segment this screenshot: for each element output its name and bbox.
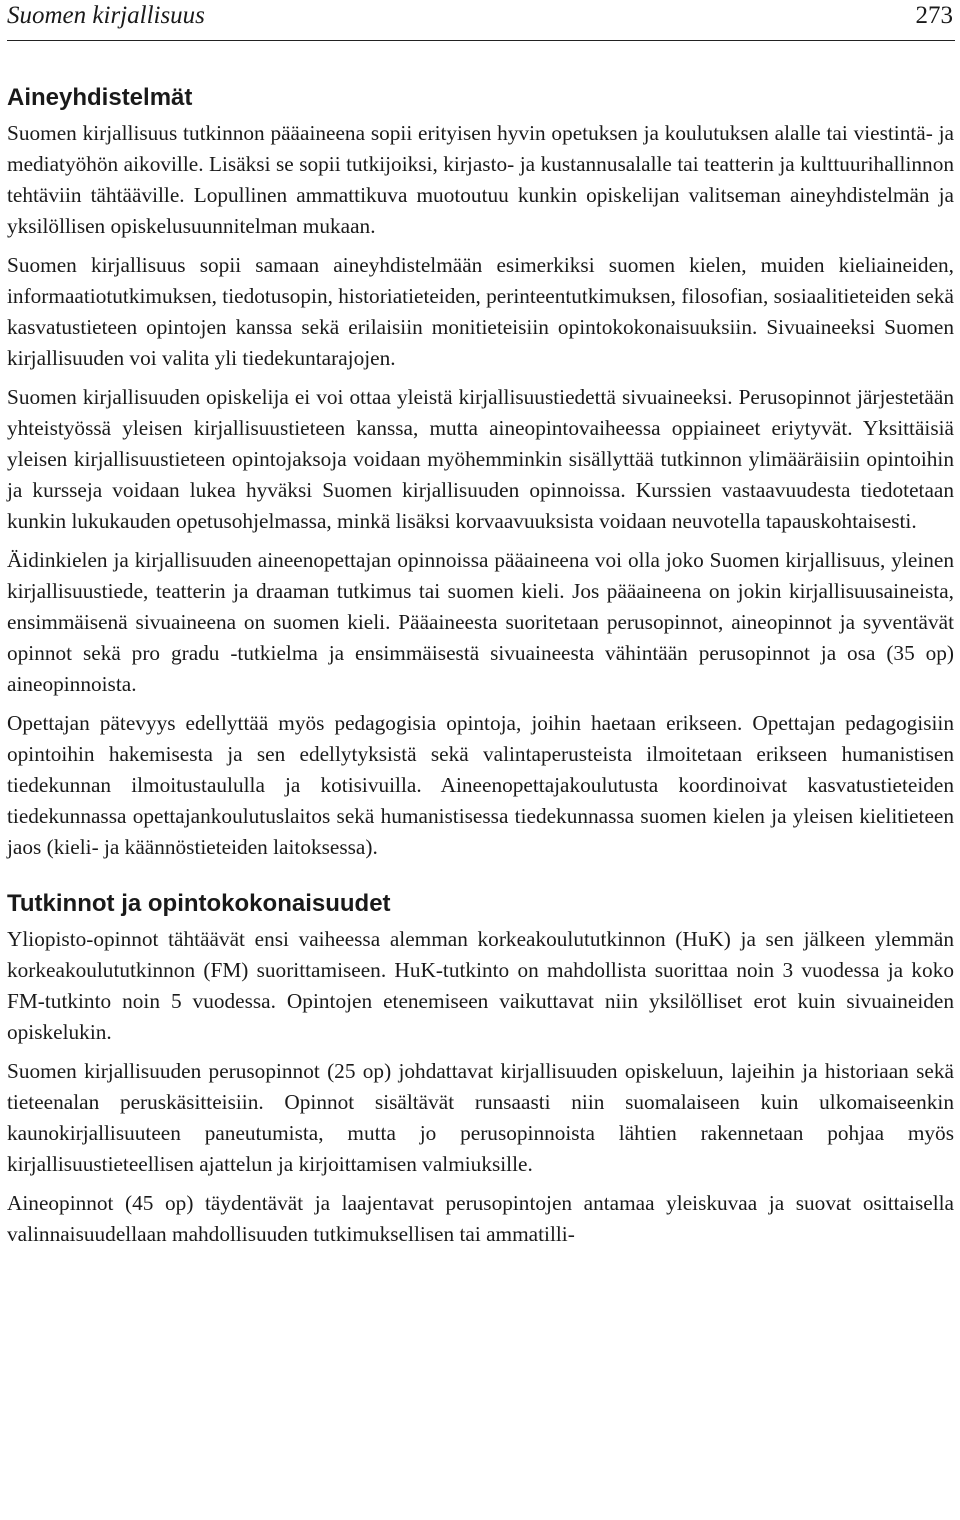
paragraph: Yliopisto-opinnot tähtäävät ensi vaiheessa alemman korkeakoulututkinnon (HuK) ja sen jälkeen ylemmän korkeakoulututkinnon (FM) suorittamiseen. HuK-tutkinto on mahdollista suorittaa noin 3 vuodessa ja koko FM-tutkinto noin 5 vuodessa. Opintojen etenemiseen vaikuttavat niin yksilölliset erot kuin sivuaineiden opiskelukin.: [7, 927, 954, 1044]
page-number: 273: [915, 2, 953, 29]
running-header: [7, 0, 955, 41]
paragraph: Suomen kirjallisuus tutkinnon pääaineena sopii erityisen hyvin opetuksen ja koulutuksen alalle tai viestintä- ja mediatyöhön aikoville. Lisäksi se sopii tutkijoiksi, kirjasto- ja kustannusalalle tai teatterin ja kulttuurihallinnon tehtäviin tähtääville. Lopullinen ammattikuva muotoutuu kunkin opiskelijan valitseman aineyhdistelmän ja yksilöllisen opiskelusuunnitelman mukaan.: [7, 121, 954, 238]
paragraph: Opettajan pätevyys edellyttää myös pedagogisia opintoja, joihin haetaan erikseen. Opettajan pedagogisiin opintoihin hakemisesta ja sen edellytyksistä sekä valintaperusteista ilmoitetaan erikseen humanistisen tiedekunnan ilmoitustaululla ja kotisivuilla. Aineenopettajakoulutusta koordinoivat kasvatustieteiden tiedekunnassa opettajankoulutuslaitos sekä humanistisessa tiedekunnassa suomen kielen ja yleisen kielitieteen jaos (kieli- ja käännöstieteiden laitoksessa).: [7, 711, 954, 859]
paragraph: Äidinkielen ja kirjallisuuden aineenopettajan opinnoissa pääaineena voi olla joko Suomen kirjallisuus, yleinen kirjallisuustiede, teatterin ja draaman tutkimus tai suomen kieli. Jos pääaineena on jokin kirjallisuusaineista, ensimmäisenä sivuaineena on suomen kieli. Pääaineesta suoritetaan perusopinnot, aineopinnot ja syventävät opinnot sekä pro gradu -tutkielma ja ensimmäisestä sivuaineesta vähintään perusopinnot ja osa (35 op) aineopinnoista.: [7, 548, 954, 696]
running-title: Suomen kirjallisuus: [7, 2, 205, 29]
section-heading-tutkinnot: Tutkinnot ja opintokokonaisuudet: [7, 890, 391, 917]
paragraph: Suomen kirjallisuuden perusopinnot (25 op) johdattavat kirjallisuuden opiskeluun, lajeihin ja historiaan sekä tieteenalan peruskäsitteisiin. Opinnot sisältävät runsaasti niin suomalaiseen kuin ulkomaiseenkin kaunokirjallisuuteen paneutumista, mutta jo perusopinnoista lähtien rakennetaan pohjaa myös kirjallisuustieteellisen ajattelun ja kirjoittamisen valmiuksille.: [7, 1059, 954, 1176]
paragraph: Aineopinnot (45 op) täydentävät ja laajentavat perusopintojen antamaa yleiskuvaa ja suovat osittaisella valinnaisuudellaan mahdollisuuden tutkimuksellisen tai ammatilli-: [7, 1191, 954, 1246]
page-body: [7, 82, 954, 1258]
paragraph: Suomen kirjallisuus sopii samaan aineyhdistelmään esimerkiksi suomen kielen, muiden kieliaineiden, informaatiotutkimuksen, tiedotusopin, historiatieteiden, perinteentutkimuksen, filosofian, sosiaalitieteiden sekä kasvatustieteen opintojen kanssa sekä erilaisiin monitieteisiin opintokokonaisuuksiin. Sivuaineeksi Suomen kirjallisuuden voi valita yli tiedekuntarajojen.: [7, 253, 954, 370]
paragraph: Suomen kirjallisuuden opiskelija ei voi ottaa yleistä kirjallisuustiedettä sivuaineeksi. Perusopinnot järjestetään yhteistyössä yleisen kirjallisuustieteen kanssa, mutta aineopintovaiheessa oppiaineet eriytyvät. Yksittäisiä yleisen kirjallisuustieteen opintojaksoja voidaan myöhemminkin sisällyttää tutkinnon ylimääräisiin opintoihin ja kursseja voidaan lukea hyväksi Suomen kirjallisuuden opinnoissa. Kurssien vastaavuudesta tiedotetaan kunkin lukukauden opetusohjelmassa, minkä lisäksi korvaavuuksista voidaan neuvotella tapauskohtaisesti.: [7, 385, 954, 533]
section-heading-aineyhdistelmat: Aineyhdistelmät: [7, 84, 193, 111]
